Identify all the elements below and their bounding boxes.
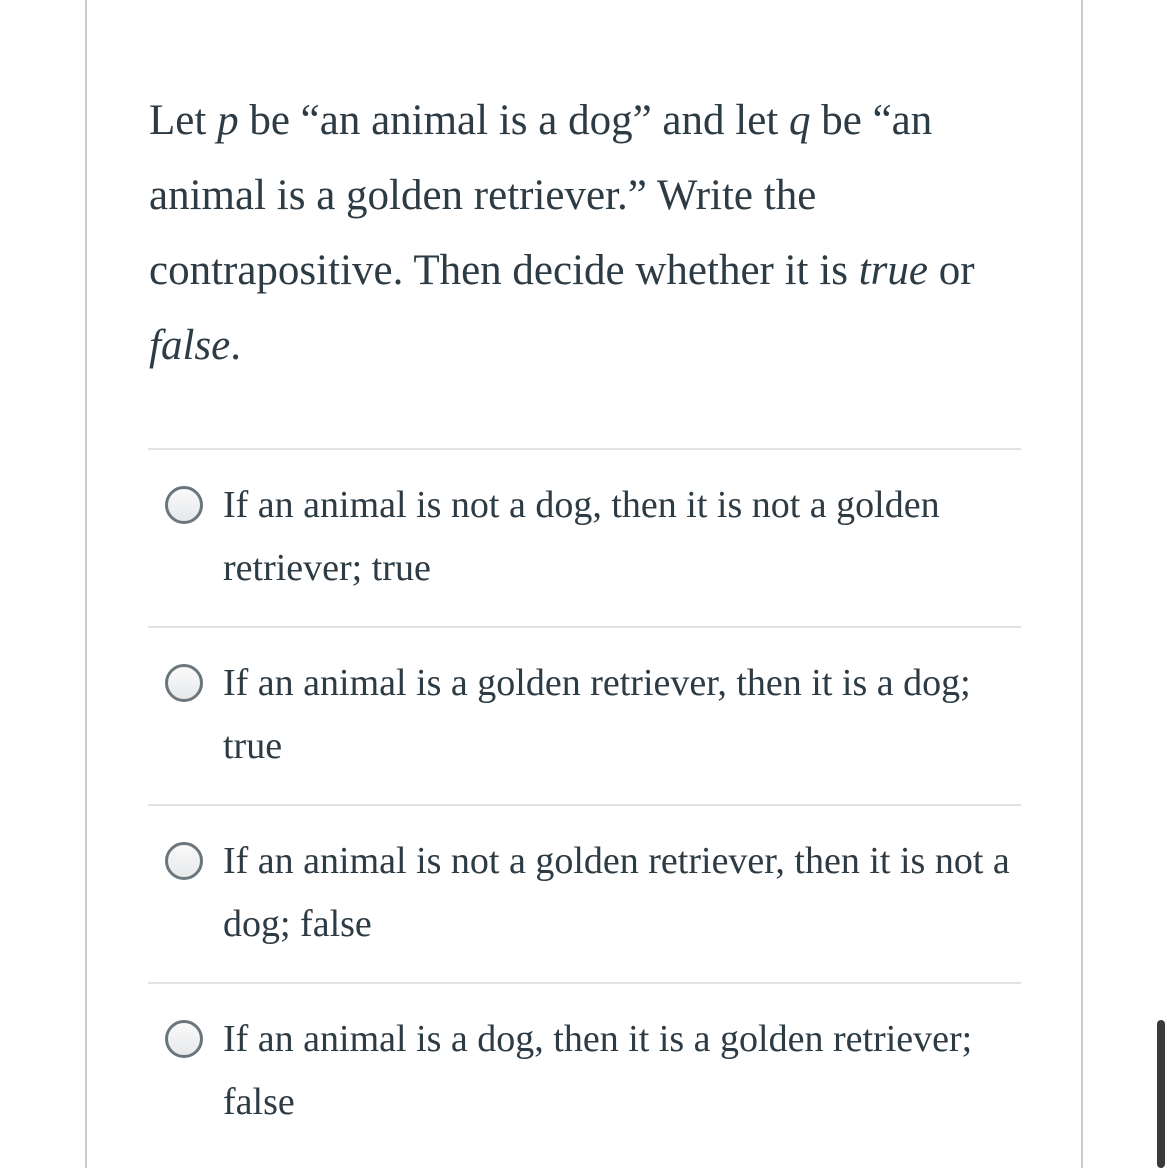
answer-option-4[interactable]: [148, 982, 1021, 1160]
answer-option-1[interactable]: [148, 448, 1021, 626]
answer-label[interactable]: If an animal is a dog, then it is a golden retriever; false: [223, 1018, 973, 1123]
radio-button-icon[interactable]: [165, 664, 203, 702]
answer-label[interactable]: If an animal is not a dog, then it is not a golden retriever; true: [223, 484, 940, 589]
true-word: true: [858, 247, 928, 294]
answer-option-2[interactable]: [148, 626, 1021, 804]
scrollbar-thumb[interactable]: [1157, 1020, 1165, 1168]
variable-p: p: [217, 97, 239, 144]
question-part: be “an animal is a golden retriever.” Write the contrapositive. Then decide whether it is: [149, 97, 933, 294]
answer-label[interactable]: If an animal is a golden retriever, then it is a dog; true: [223, 662, 971, 767]
answer-list: [148, 448, 1021, 1160]
radio-button-icon[interactable]: [165, 1020, 203, 1058]
false-word: false: [149, 322, 231, 369]
question-part: or: [927, 247, 975, 294]
question-part: Let: [149, 97, 218, 144]
question-card: [85, 0, 1083, 1168]
radio-button-icon[interactable]: [165, 842, 203, 880]
answer-option-3[interactable]: [148, 804, 1021, 982]
question-part: .: [230, 322, 241, 369]
question-part: be “an animal is a dog” and let: [238, 97, 789, 144]
question-text: [149, 83, 1029, 383]
radio-button-icon[interactable]: [165, 486, 203, 524]
variable-q: q: [789, 97, 811, 144]
answer-label[interactable]: If an animal is not a golden retriever, then it is not a dog; false: [223, 840, 1010, 945]
